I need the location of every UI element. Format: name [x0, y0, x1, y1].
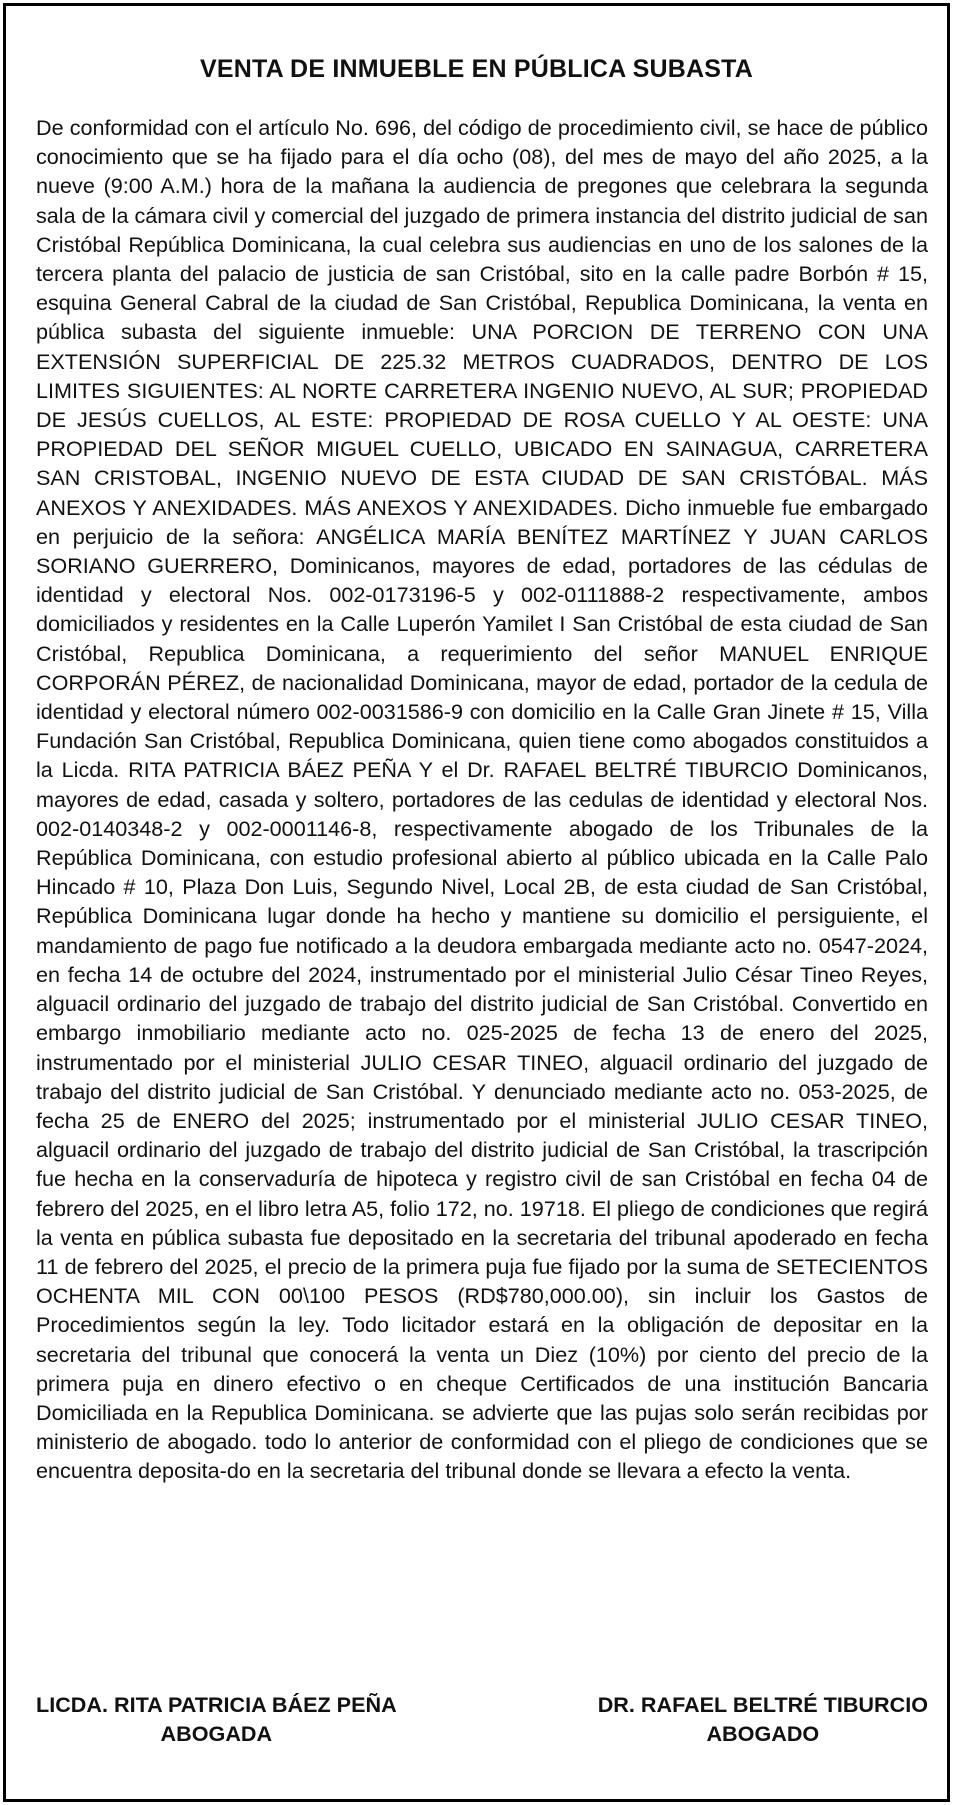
signatory-name: DR. RAFAEL BELTRÉ TIBURCIO: [597, 1692, 928, 1717]
notice-body: De conformidad con el artículo No. 696, del código de procedimiento civil, se hace de público conocimiento que se ha fijado para el día ocho (08), del mes de mayo del año 2025, a la nueve (9:00 A.M.) hora de la mañana la audiencia de pregones que celebrara la segunda sala de la cámara civil y comercial del juzgado de primera instancia del distrito judicial de san Cristóbal República Dominicana, la cual celebra sus audiencias en uno de los salones de la tercera planta del palacio de justicia de san Cristóbal, sito en la calle padre Borbón # 15, esquina General Cabral de la ciudad de San Cristóbal, Republica Dominicana, la venta en pública subasta del siguiente inmueble: UNA PORCION DE TERRENO CON UNA EXTENSIÓN SUPERFICIAL DE 225.32 METROS CUADRADOS, DENTRO DE LOS LIMITES SIGUIENTES: AL NORTE CARRETERA INGENIO NUEVO, AL SUR; PROPIEDAD DE JESÚS CUELLOS, AL ESTE: PROPIEDAD DE ROSA CUELLO Y AL OESTE: UNA PROPIEDAD DEL SEÑOR MIGUEL CUELLO, UBICADO EN SAINAGUA, CARRETERA SAN CRISTOBAL, INGENIO NUEVO DE ESTA CIUDAD DE SAN CRISTÓBAL. MÁS ANEXOS Y ANEXIDADES. MÁS ANEXOS Y ANEXIDADES. Dicho inmueble fue embargado en perjuicio de la señora: ANGÉLICA MARÍA BENÍTEZ MARTÍNEZ Y JUAN CARLOS SORIANO GUERRERO, Dominicanos, mayores de edad, portadores de las cédulas de identidad y electoral Nos. 002-0173196-5 y 002-0111888-2 respectivamente, ambos domiciliados y residentes en la Calle Luperón Yamilet I San Cristóbal de esta ciudad de San Cristóbal, Republica Dominicana, a requerimiento del señor MANUEL ENRIQUE CORPORÁN PÉREZ, de nacionalidad Dominicana, mayor de edad, portador de la cedula de identidad y electoral número 002-0031586-9 con domicilio en la Calle Gran Jinete # 15, Villa Fundación San Cristóbal, Republica Dominicana, quien tiene como abogados constituidos a la Licda. RITA PATRICIA BÁEZ PEÑA Y el Dr. RAFAEL BELTRÉ TIBURCIO Dominicanos, mayores de edad, casada y soltero, portadores de las cedulas de identidad y electoral Nos. 002-0140348-2 y 002-0001146-8, respectivamente abogado de los Tribunales de la República Dominicana, con estudio profesional abierto al público ubicada en la Calle Palo Hincado # 10, Plaza Don Luis, Segundo Nivel, Local 2B, de esta ciudad de San Cristóbal, República Dominicana lugar donde ha hecho y mantiene su domicilio el persiguiente, el mandamiento de pago fue notificado a la deudora embargada mediante acto no. 0547-2024, en fecha 14 de octubre del 2024, instrumentado por el ministerial Julio César Tineo Reyes, alguacil ordinario del juzgado de trabajo del distrito judicial de San Cristóbal. Convertido en embargo inmobiliario mediante acto no. 025-2025 de fecha 13 de enero del 2025, instrumentado por el ministerial JULIO CESAR TINEO, alguacil ordinario del juzgado de trabajo del distrito judicial de San Cristóbal. Y denunciado mediante acto no. 053-2025, de fecha 25 de ENERO del 2025; instrumentado por el ministerial JULIO CESAR TINEO, alguacil ordinario del juzgado de trabajo del distrito judicial de San Cristóbal, la trascripción fue hecha en la conservaduría de hipoteca y registro civil de san Cristóbal en fecha 04 de febrero del 2025, en el libro letra A5, folio 172, no. 19718. El pliego de condiciones que regirá la venta en pública subasta fue depositado en la secretaria del tribunal apoderado en fecha 11 de febrero del 2025, el precio de la primera puja fue fijado por la suma de SETECIENTOS OCHENTA MIL CON 00\100 PESOS (RD$780,000.00), sin incluir los Gastos de Procedimientos según la ley. Todo licitador estará en la obligación de depositar en la secretaria del tribunal que conocerá la venta un Diez (10%) por ciento del precio de la primera puja en dinero efectivo o en cheque Certificados de una institución Bancaria Domiciliada en la Republica Dominicana. se advierte que las pujas solo serán recibidas por ministerio de abogado. todo lo anterior de conformidad con el pliego de condiciones que se encuentra deposita-do en la secretaria del tribunal donde se llevara a efecto la venta.: [36, 115, 928, 1484]
signature-block-left: [36, 1690, 397, 1748]
signatory-role: ABOGADO: [706, 1721, 820, 1746]
notice-title: VENTA DE INMUEBLE EN PÚBLICA SUBASTA: [199, 55, 754, 83]
signatory-role: ABOGADA: [160, 1721, 273, 1746]
notice-frame: [3, 3, 950, 1802]
signature-block-right: [598, 1690, 928, 1748]
signatures: [36, 1690, 928, 1748]
signatory-name: LICDA. RITA PATRICIA BÁEZ PEÑA: [36, 1692, 397, 1717]
